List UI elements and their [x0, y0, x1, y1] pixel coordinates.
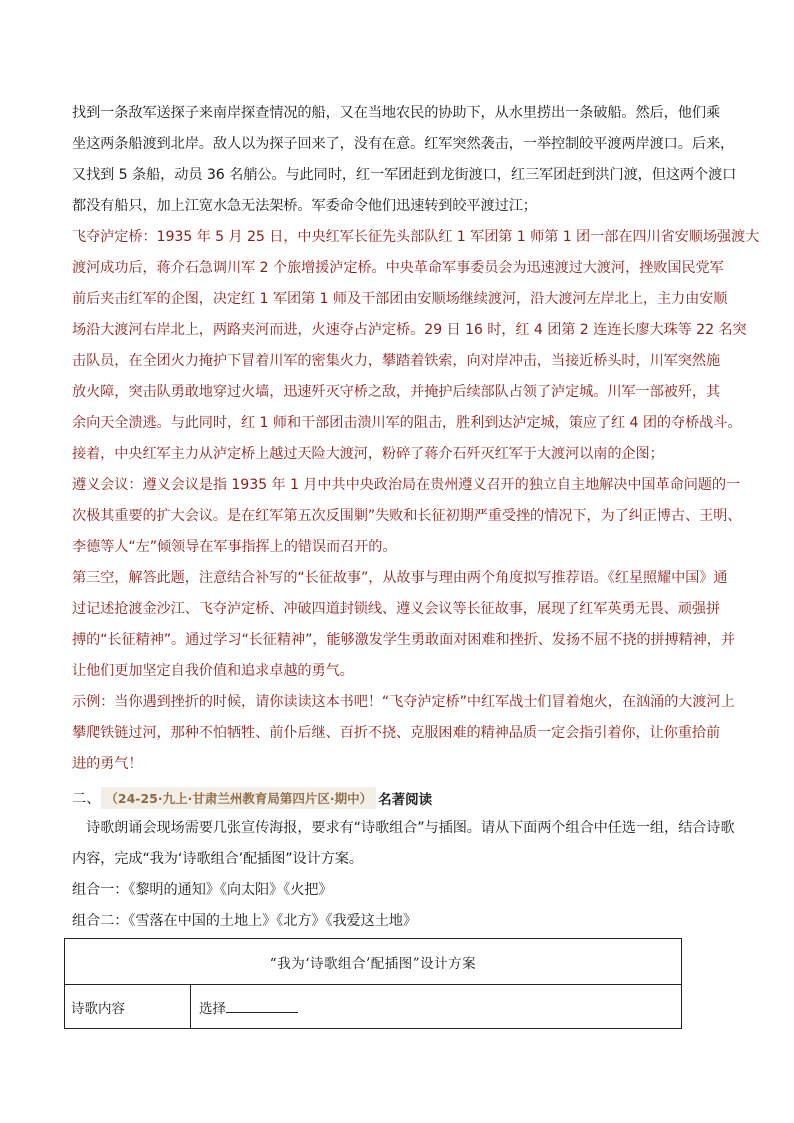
question-prompt: [72, 813, 735, 937]
design-plan-table: [64, 938, 682, 1029]
text-line: 飞夺泸定桥：1935 年 5 月 25 日，中央红军长征先头部队红 1 军团第 1 师第 1 团一部在四川省安顺场强渡大: [72, 229, 760, 245]
text-line: 让他们更加坚定自我价值和追求卓越的勇气。: [72, 663, 354, 679]
answer-blank[interactable]: [226, 998, 298, 1013]
text-line: 又找到 5 条船，动员 36 名艄公。与此同时，红一军团赶到龙街渡口，红三军团赶到洪门渡，但这两个渡口: [72, 167, 737, 183]
text-line: 都没有船只，加上江宽水急无法架桥。军委命令他们迅速转到皎平渡过江；: [72, 198, 537, 214]
text-line: 击队员，在全团火力掩护下冒着川军的密集火力，攀踏着铁索，向对岸冲击，当接近桥头时，川军突然施: [72, 353, 721, 369]
text-line: 前后夹击红军的企图，决定红 1 军团第 1 师及干部团由安顺场继续渡河，沿大渡河左岸北上，主力由安顺: [72, 291, 728, 307]
paragraph-jinshajiang-crossing: [72, 98, 737, 222]
paragraph-answer-explanation: [72, 222, 760, 780]
text-line: 次极其重要的扩大会议。是在红军第五次反围剿”失败和长征初期严重受挫的情况下，为了纠正博古、王明、: [72, 508, 742, 524]
poem-group-2: 组合二：《雪落在中国的土地上》《北方》《我爱这土地》: [72, 913, 417, 929]
text-line: 搏的“长征精神”。通过学习“长征精神”，能够激发学生勇敢面对困难和挫折、发扬不屈不挠的拼搏精神，并: [72, 632, 735, 648]
text-line: 场沿大渡河右岸北上，两路夹河而进，火速夺占泸定桥。29 日 16 时，红 4 团第 2 连连长廖大珠等 22 名突: [72, 322, 747, 338]
text-line: 放火障，突击队勇敢地穿过火墙，迅速歼灭守桥之敌，并掩护后续部队占领了泸定城。川军一部被歼，其: [72, 384, 721, 400]
text-line: 找到一条敌军送探子来南岸探查情况的船，又在当地农民的协助下，从水里捞出一条破船。然后，他们乘: [72, 105, 721, 121]
table-title: “我为‘诗歌组合’配插图”设计方案: [65, 939, 682, 985]
text-line: 诗歌朗诵会现场需要几张宣传海报，要求有“诗歌组合”与插图。请从下面两个组合中任选一组，结合诗歌: [86, 820, 735, 836]
text-line: 渡河成功后，蒋介石急调川军 2 个旅增援泸定桥。中央革命军事委员会为迅速渡过大渡河，挫败国民党军: [72, 260, 724, 276]
text-line: 第三空，解答此题，注意结合补写的“长征故事”，从故事与理由两个角度拟写推荐语。《红星照耀中国》通: [72, 570, 728, 586]
table-row: [65, 985, 682, 1029]
text-line: 坐这两条船渡到北岸。敌人以为探子回来了，没有在意。红军突然袭击，一举控制皎平渡两岸渡口。后来，: [72, 136, 735, 152]
text-line: 过记述抢渡金沙江、飞夺泸定桥、冲破四道封锁线、遵义会议等长征故事，展现了红军英勇无畏、顽强拼: [72, 601, 721, 617]
text-line: 遵义会议：遵义会议是指 1935 年 1 月中共中央政治局在贵州遵义召开的独立自主地解决中国革命问题的一: [72, 477, 741, 493]
selection-cell[interactable]: [191, 985, 682, 1029]
text-line: 示例：当你遇到挫折的时候，请你读读这本书吧！“飞夺泸定桥”中红军战士们冒着炮火，在汹涌的大渡河上: [72, 694, 735, 710]
text-line: 余向天全溃逃。与此同时，红 1 师和干部团击溃川军的阻击，胜利到达泸定城，策应了红 4 团的夺桥战斗。: [72, 415, 742, 431]
poem-group-1: 组合一：《黎明的通知》《向太阳》《火把》: [72, 882, 333, 898]
source-tag: （24-25·九上·甘肃兰州教育局第四片区·期中）: [101, 787, 376, 809]
section-title: 名著阅读: [378, 791, 433, 808]
row-label-poem-content: 诗歌内容: [65, 985, 191, 1029]
section-heading: [72, 782, 732, 813]
text-line: 攀爬铁链过河，那种不怕牺牲、前仆后继、百折不挠、克服困难的精神品质一定会指引着你，让你重拾前: [72, 725, 721, 741]
text-line: 李德等人“左”倾领导在军事指挥上的错误而召开的。: [72, 539, 397, 555]
text-line: 进的勇气！: [72, 756, 143, 772]
text-line: 内容，完成“我为‘诗歌组合’配插图”设计方案。: [72, 851, 363, 867]
section-number: 二、: [72, 790, 101, 807]
document-page: [72, 98, 760, 937]
selection-label: 选择: [199, 1000, 226, 1017]
text-line: 接着，中央红军主力从泸定桥上越过天险大渡河，粉碎了蒋介石歼灭红军于大渡河以南的企图；: [72, 446, 664, 462]
